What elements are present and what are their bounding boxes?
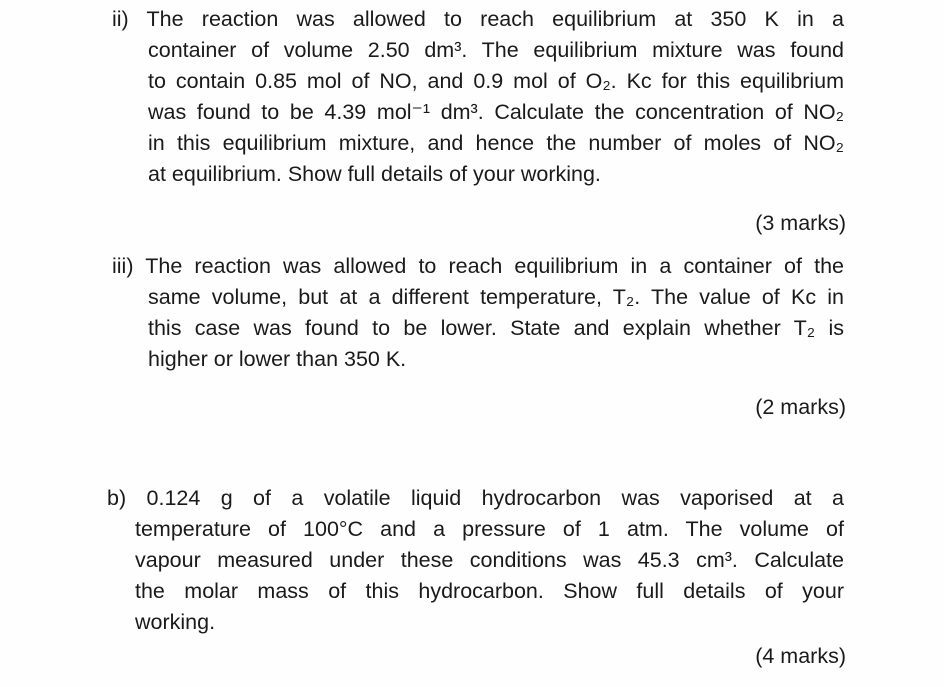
question-b-label: b) <box>107 486 127 510</box>
question-iii-line-2: same volume, but at a different temperature, T₂. The value of Kc in <box>148 285 844 309</box>
question-ii-line-3: to contain 0.85 mol of NO, and 0.9 mol of O₂. Kc for this equilibrium <box>148 69 844 93</box>
question-ii-marks: (3 marks) <box>755 211 846 235</box>
question-b <box>107 483 844 638</box>
question-ii-line-6: at equilibrium. Show full details of your working. <box>148 162 601 186</box>
question-iii-line-3: this case was found to be lower. State and explain whether T₂ is <box>148 316 844 340</box>
question-iii-line-1 <box>112 251 844 282</box>
question-iii-label: iii) <box>112 254 134 278</box>
question-b-line-1 <box>107 483 844 514</box>
question-ii-line-4: was found to be 4.39 mol⁻¹ dm³. Calculate the concentration of NO₂ <box>148 100 844 124</box>
question-iii <box>112 251 844 375</box>
question-ii-label: ii) <box>112 7 129 31</box>
question-b-line-4: the molar mass of this hydrocarbon. Show full details of your <box>135 579 844 603</box>
question-iii-line-4: higher or lower than 350 K. <box>148 347 407 371</box>
question-ii-text-1: The reaction was allowed to reach equilibrium at 350 K in a <box>146 7 844 31</box>
question-ii-line-2: container of volume 2.50 dm³. The equilibrium mixture was found <box>148 38 844 62</box>
question-b-line-2: temperature of 100°C and a pressure of 1 atm. The volume of <box>135 517 844 541</box>
question-ii-line-5: in this equilibrium mixture, and hence the number of moles of NO₂ <box>148 131 844 155</box>
question-iii-marks: (2 marks) <box>755 395 846 419</box>
question-ii <box>112 4 844 190</box>
question-b-marks: (4 marks) <box>755 644 846 668</box>
question-b-line-3: vapour measured under these conditions was 45.3 cm³. Calculate <box>135 548 844 572</box>
question-ii-line-1 <box>112 4 844 35</box>
question-b-text-1: 0.124 g of a volatile liquid hydrocarbon was vaporised at a <box>146 486 844 510</box>
question-iii-text-1: The reaction was allowed to reach equilibrium in a container of the <box>145 254 844 278</box>
question-b-line-5: working. <box>135 610 216 634</box>
